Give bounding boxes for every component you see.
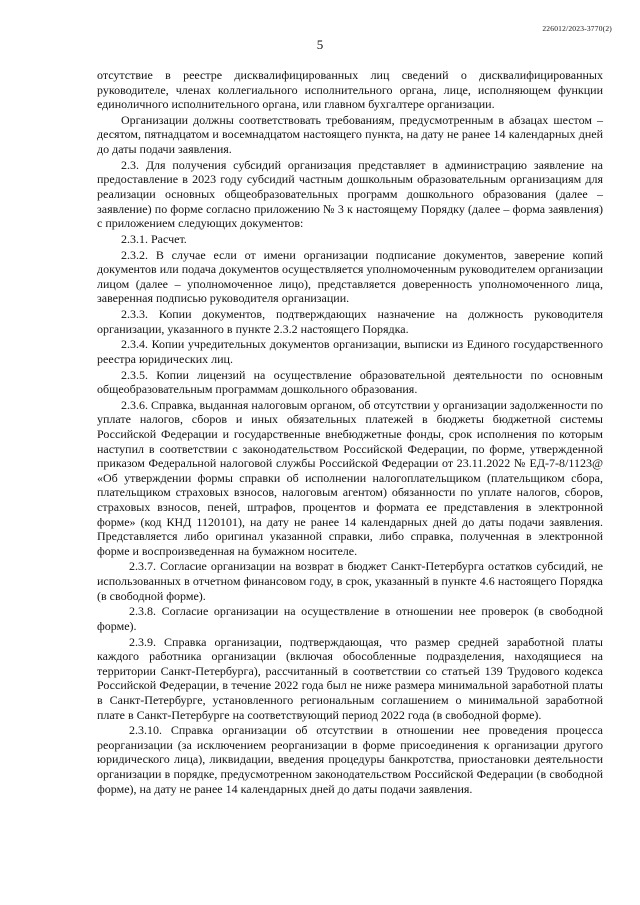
paragraph-2-3-4: 2.3.4. Копии учредительных документов организации, выписки из Единого государственного реестра юридических лиц.: [97, 337, 603, 366]
paragraph-2-3-9: 2.3.9. Справка организации, подтверждающая, что размер средней заработной платы каждого работника организации (включая обособленные подразделения, находящиеся на территории Санкт-Петербурга), рассчитанный в соответствии со статьей 139 Трудового кодекса Российской Федерации, в течение 2022 года был не ниже размера минимальной заработной платы в Санкт-Петербурге, установленного региональным соглашением о минимальной заработной плате в Санкт-Петербурге на соответствующий период 2022 года (в свободной форме).: [97, 634, 603, 722]
paragraph-requirements-date: Организации должны соответствовать требованиям, предусмотренным в абзацах шестом – десятом, пятнадцатом и восемнадцатом настоящего пункта, на дату не ранее 14 календарных дней до даты подачи заявления.: [97, 112, 603, 157]
paragraph-disqualified-registry: отсутствие в реестре дисквалифицированных лиц сведений о дисквалифицированных руководителе, членах коллегиального исполнительного органа, лице, исполняющем функции единоличного исполнительного органа, или главном бухгалтере организации.: [97, 68, 603, 112]
paragraph-2-3-1: 2.3.1. Расчет.: [121, 231, 187, 246]
paragraph-2-3: 2.3. Для получения субсидий организация представляет в администрацию заявление на предоставление в 2023 году субсидий частным дошкольным образовательным организациям для реализации основных общеобразовательных программ дошкольного образования (далее – заявление) по форме согласно приложению № 3 к настоящему Порядку (далее – форма заявления) с приложением следующих документов:: [97, 157, 603, 231]
paragraph-2-3-10: 2.3.10. Справка организации об отсутствии в отношении нее проведения процесса реорганизации (за исключением реорганизации в форме присоединения к организации другого юридического лица), ликвидации, введения процедуры банкротства, приостановки деятельности организации в порядке, предусмотренном законодательством Российской Федерации (в свободной форме), на дату не ранее 14 календарных дней до даты подачи заявления.: [97, 723, 603, 796]
paragraph-2-3-7: 2.3.7. Согласие организации на возврат в бюджет Санкт-Петербурга остатков субсидий, не использованных в отчетном финансовом году, в срок, указанный в пункте 4.6 настоящего Порядка (в свободной форме).: [97, 559, 603, 603]
paragraph-2-3-2: 2.3.2. В случае если от имени организации подписание документов, заверение копий документов или подача документов осуществляется уполномоченным руководителем организации лицом (далее – уполномоченное лицо), представляется доверенность уполномоченного лица, заверенная подписью руководителя организации.: [97, 247, 603, 306]
document-number: 226012/2023-3770(2): [542, 24, 612, 33]
paragraph-2-3-3: 2.3.3. Копии документов, подтверждающих назначение на должность руководителя организации, указанного в пункте 2.3.2 настоящего Порядка.: [97, 306, 603, 336]
document-body: [97, 68, 603, 796]
paragraph-2-3-8: 2.3.8. Согласие организации на осуществление в отношении нее проверок (в свободной форме).: [97, 604, 603, 633]
page-number: 5: [316, 37, 324, 52]
paragraph-2-3-6: 2.3.6. Справка, выданная налоговым органом, об отсутствии у организации задолженности по уплате налогов, сборов и иных обязательных платежей в бюджеты бюджетной системы Российской Федерации и государственные внебюджетные фонды, срок исполнения по которым наступил в соответствии с законодательством Российской Федерации, по форме, утвержденной приказом Федеральной налоговой службы Российской Федерации от 23.11.2022 № ЕД-7-8/1123@ «Об утверждении формы справки об исполнении налогоплательщиком (плательщиком сбора, плательщиком страховых взносов, налоговым агентом) обязанности по уплате налогов, сборов, страховых взносов, пеней, штрафов, процентов и формата ее представления в электронной форме» (код КНД 1120101), на дату не ранее 14 календарных дней до даты подачи заявления. Представляется либо оригинал указанной справки, либо справка, полученная в электронной форме и воспроизведенная на бумажном носителе.: [97, 397, 603, 558]
paragraph-2-3-5: 2.3.5. Копии лицензий на осуществление образовательной деятельности по основным общеобразовательным программам дошкольного образования.: [97, 367, 603, 397]
